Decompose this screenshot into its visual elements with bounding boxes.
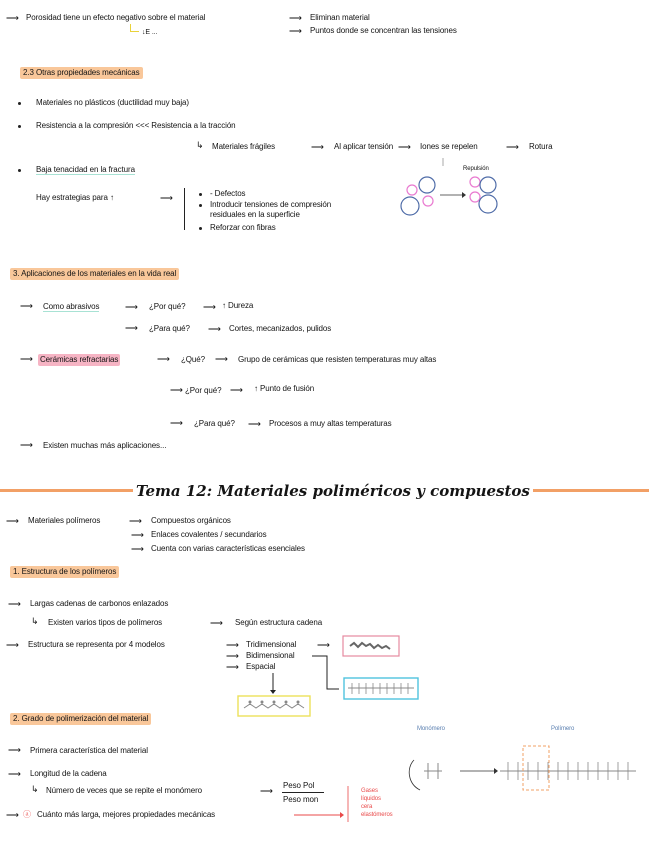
arrow-icon: ⟶ (226, 651, 239, 661)
abrasivos-text: Como abrasivos (43, 302, 100, 311)
section-heading-2: 2. Grado de polimerización del material (10, 713, 151, 725)
estrategias-text: Hay estrategias para ↑ (36, 193, 114, 202)
arrow-icon: ⟶ (129, 516, 142, 526)
estrategia-tensiones-2: residuales en la superficie (210, 210, 300, 219)
porosidad-sub-text: ↓E ... (142, 29, 158, 36)
arrow-icon: ⟶ (226, 640, 239, 650)
eliminan-text: Eliminan material (310, 13, 370, 22)
arrow-icon: ⟶ (8, 599, 21, 609)
arrow-icon: ⟶ (8, 769, 21, 779)
que-text: ¿Qué? (181, 355, 205, 364)
corner-arrow-icon: ↳ (31, 616, 39, 626)
fusion-text: ↑ Punto de fusión (254, 384, 315, 393)
arrow-icon: ⟶ (230, 385, 243, 395)
arrow-icon: ⟶ (260, 786, 273, 796)
grupo-text: Grupo de cerámicas que resisten temperaturas muy altas (238, 355, 437, 364)
arrow-icon: ⟶ (131, 530, 144, 540)
corner-arrow-icon: ↳ (196, 140, 204, 150)
note-liquidos: líquidos (361, 796, 381, 802)
arrow-icon: ⟶ (6, 640, 19, 650)
peso-mon-text: Peso mon (283, 795, 319, 804)
caracteristicas-text: Cuenta con varias características esenciales (151, 544, 305, 553)
cuanto-text: Cuánto más larga, mejores propiedades mecánicas (37, 810, 216, 819)
arrow-icon: ⟶ (20, 301, 33, 311)
monomero-label: Monómero (417, 726, 445, 732)
porosidad-text: Porosidad tiene un efecto negativo sobre el material (26, 13, 206, 22)
estrategia-tensiones: Introducir tensiones de compresión (210, 200, 332, 209)
polimeros-text: Materiales polímeros (28, 516, 101, 525)
bullet-no-plasticos: Materiales no plásticos (ductilidad muy baja) (36, 98, 189, 107)
arrow-icon: ⟶ (6, 516, 19, 526)
porque-2: ¿Por qué? (185, 386, 222, 395)
note-elastomeros: elastómeros (361, 812, 393, 818)
bullet-tenacidad: Baja tenacidad en la fractura (36, 165, 135, 174)
section-heading-1: 1. Estructura de los polímeros (10, 566, 119, 578)
primera-text: Primera característica del material (30, 746, 148, 755)
longitud-text: Longitud de la cadena (30, 769, 107, 778)
section-heading-2-3: 2.3 Otras propiedades mecánicas (20, 67, 143, 79)
arrow-icon: ⟶ (160, 193, 173, 203)
aplicar-text: Al aplicar tensión (334, 142, 394, 151)
arrow-icon: ⟶ (215, 354, 228, 364)
arrow-icon: ⟶ (289, 13, 302, 23)
section-heading-3: 3. Aplicaciones de los materiales en la vida real (10, 268, 179, 280)
arrow-icon: ⟶ (6, 13, 19, 23)
cortes-text: Cortes, mecanizados, pulidos (229, 324, 332, 333)
arrow-icon: ⟶ (210, 618, 223, 628)
porque-1: ¿Por qué? (149, 302, 186, 311)
modelo-tridimensional: Tridimensional (246, 640, 297, 649)
arrow-icon: ⟶ (317, 640, 330, 650)
bullet-resistencia: Resistencia a la compresión <<< Resistencia a la tracción (36, 121, 236, 130)
estructura-text: Estructura se representa por 4 modelos (28, 640, 165, 649)
arrow-icon: ⟶ (131, 544, 144, 554)
polimero-label: Polímero (551, 726, 575, 732)
numero-text: Número de veces que se repite el monómero (46, 786, 202, 795)
arrow-icon: ⟶ (226, 662, 239, 672)
procesos-text: Procesos a muy altas temperaturas (269, 419, 392, 428)
dureza-text: ↑ Dureza (222, 301, 254, 310)
arrow-icon: ⟶ (289, 26, 302, 36)
fragiles-text: Materiales frágiles (212, 142, 276, 151)
paraque-2: ¿Para qué? (194, 419, 235, 428)
modelo-espacial: Espacial (246, 662, 276, 671)
rotura-text: Rotura (529, 142, 553, 151)
iones-text: Iones se repelen (420, 142, 478, 151)
arrow-icon: ⟶ (506, 142, 519, 152)
estrategia-defectos: - Defectos (210, 189, 246, 198)
arrow-icon: ⟶ (203, 302, 216, 312)
modelo-bidimensional: Bidimensional (246, 651, 295, 660)
estrategia-fibras: Reforzar con fibras (210, 223, 276, 232)
warning-icon: ⓐ (23, 810, 31, 819)
segun-text: Según estructura cadena (235, 618, 323, 627)
arrow-icon: ⟶ (8, 745, 21, 755)
arrow-icon: ⟶ (398, 142, 411, 152)
arrow-icon: ⟶ (20, 354, 33, 364)
arrow-icon: ⟶ (125, 302, 138, 312)
arrow-icon: ⟶ (20, 440, 33, 450)
existen-text: Existen muchas más aplicaciones... (43, 441, 167, 450)
repulsion-label: Repulsión (463, 166, 489, 172)
peso-pol-text: Peso Pol (283, 781, 315, 790)
note-cera: cera (361, 804, 373, 810)
arrow-icon: ⟶ (170, 385, 183, 395)
tipos-text: Existen varios tipos de polímeros (48, 618, 163, 627)
compuestos-text: Compuestos orgánicos (151, 516, 231, 525)
enlaces-text: Enlaces covalentes / secundarios (151, 530, 267, 539)
refractarias-text: Cerámicas refractarias (40, 355, 119, 364)
arrow-icon: ⟶ (311, 142, 324, 152)
arrow-icon: ⟶ (248, 419, 261, 429)
paraque-1: ¿Para qué? (149, 324, 190, 333)
corner-arrow-icon: ↳ (31, 784, 39, 794)
arrow-icon: ⟶ (157, 354, 170, 364)
arrow-icon: ⟶ (208, 324, 221, 334)
arrow-icon: ⟶ (125, 323, 138, 333)
largas-text: Largas cadenas de carbonos enlazados (30, 599, 169, 608)
arrow-icon: ⟶ (170, 418, 183, 428)
note-gases: Gases (361, 788, 378, 794)
page-title: Tema 12: Materiales poliméricos y compuestos (133, 482, 533, 500)
puntos-text: Puntos donde se concentran las tensiones (310, 26, 457, 35)
arrow-icon: ⟶ (6, 810, 19, 820)
